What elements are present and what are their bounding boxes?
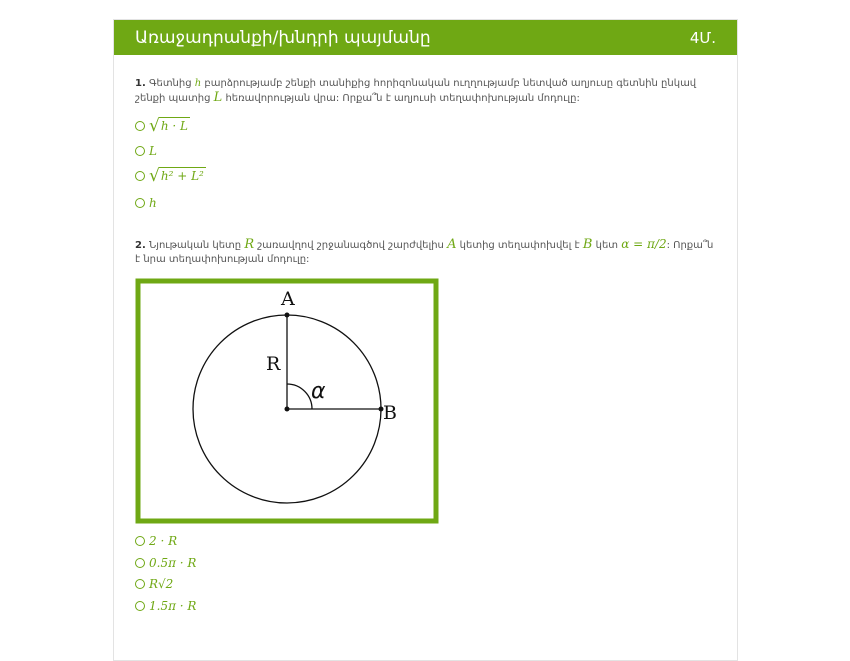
- question-2-text-e: : Որքա՞ն է նրա տեղափոխության մոդուլը:: [135, 240, 714, 265]
- q2-option-2-radio[interactable]: [135, 558, 145, 568]
- q1-option-2-radio[interactable]: [135, 146, 145, 156]
- q1-option-4-label: h: [149, 196, 157, 210]
- q2-option-1-label: 2 · R: [149, 534, 178, 548]
- card-title: Առաջադրանքի/խնդրի պայմանը: [135, 27, 431, 48]
- label-R: R: [266, 353, 281, 375]
- q2-option-2[interactable]: [135, 556, 196, 570]
- point-A: [285, 313, 290, 318]
- points-badge: 4Մ.: [689, 28, 716, 47]
- q2-option-4-label: 1.5π · R: [149, 599, 197, 613]
- q1-option-3[interactable]: [135, 167, 206, 185]
- question-2-text-c: կետից տեղափոխվել է: [459, 240, 580, 251]
- question-1-text-b: բարձրությամբ շենքի տանիքից հորիզոնական ուղղությամբ նետված աղյուսը գետնին ընկավ շենքի պատից: [135, 78, 697, 104]
- q2-option-3-label: R√2: [149, 577, 174, 591]
- q1-option-4-radio[interactable]: [135, 198, 145, 208]
- question-card: [113, 19, 738, 661]
- var-R: R: [244, 237, 255, 252]
- card-header: [114, 20, 737, 55]
- question-2-text-b: շառավղով շրջանագծով շարժվելիս: [257, 240, 444, 251]
- formula-alpha: α = π/2: [621, 237, 667, 251]
- q2-option-1[interactable]: [135, 534, 177, 548]
- center-point: [285, 407, 290, 412]
- label-alpha: α: [311, 379, 326, 404]
- q1-option-1[interactable]: [135, 117, 190, 135]
- question-1-text-a: Գետնից: [148, 78, 192, 89]
- label-B: B: [383, 402, 397, 424]
- q2-option-3[interactable]: [135, 577, 173, 591]
- q1-option-2[interactable]: [135, 144, 157, 158]
- q1-option-4[interactable]: [135, 196, 157, 210]
- var-h: h: [194, 78, 202, 89]
- question-2-text: [135, 237, 715, 267]
- question-2-number: 2.: [135, 240, 146, 251]
- var-L: L: [213, 90, 223, 105]
- q1-option-3-radio[interactable]: [135, 171, 145, 181]
- q2-option-4[interactable]: [135, 599, 196, 613]
- circle-diagram: [135, 278, 439, 524]
- label-A: A: [281, 288, 295, 310]
- q2-option-2-label: 0.5π · R: [149, 556, 197, 570]
- var-B: B: [582, 237, 593, 252]
- var-A: A: [447, 237, 457, 252]
- q2-option-4-radio[interactable]: [135, 601, 145, 611]
- q1-option-1-radio[interactable]: [135, 121, 145, 131]
- q1-option-1-label: √ h · L: [149, 116, 188, 136]
- q1-option-2-label: L: [149, 144, 157, 158]
- question-1-number: 1.: [135, 78, 146, 89]
- question-2-text-d: կետ: [595, 240, 619, 251]
- q2-option-1-radio[interactable]: [135, 536, 145, 546]
- circle-figure: [135, 278, 439, 524]
- question-1-text-c: հեռավորության վրա: Որքա՞ն է աղյուսի տեղափոխության մոդուլը:: [225, 93, 580, 104]
- q2-option-3-radio[interactable]: [135, 579, 145, 589]
- q1-option-3-label: √ h² + L²: [149, 166, 204, 186]
- question-2-text-a: Նյութական կետը: [148, 240, 242, 251]
- question-1-text: [135, 77, 715, 106]
